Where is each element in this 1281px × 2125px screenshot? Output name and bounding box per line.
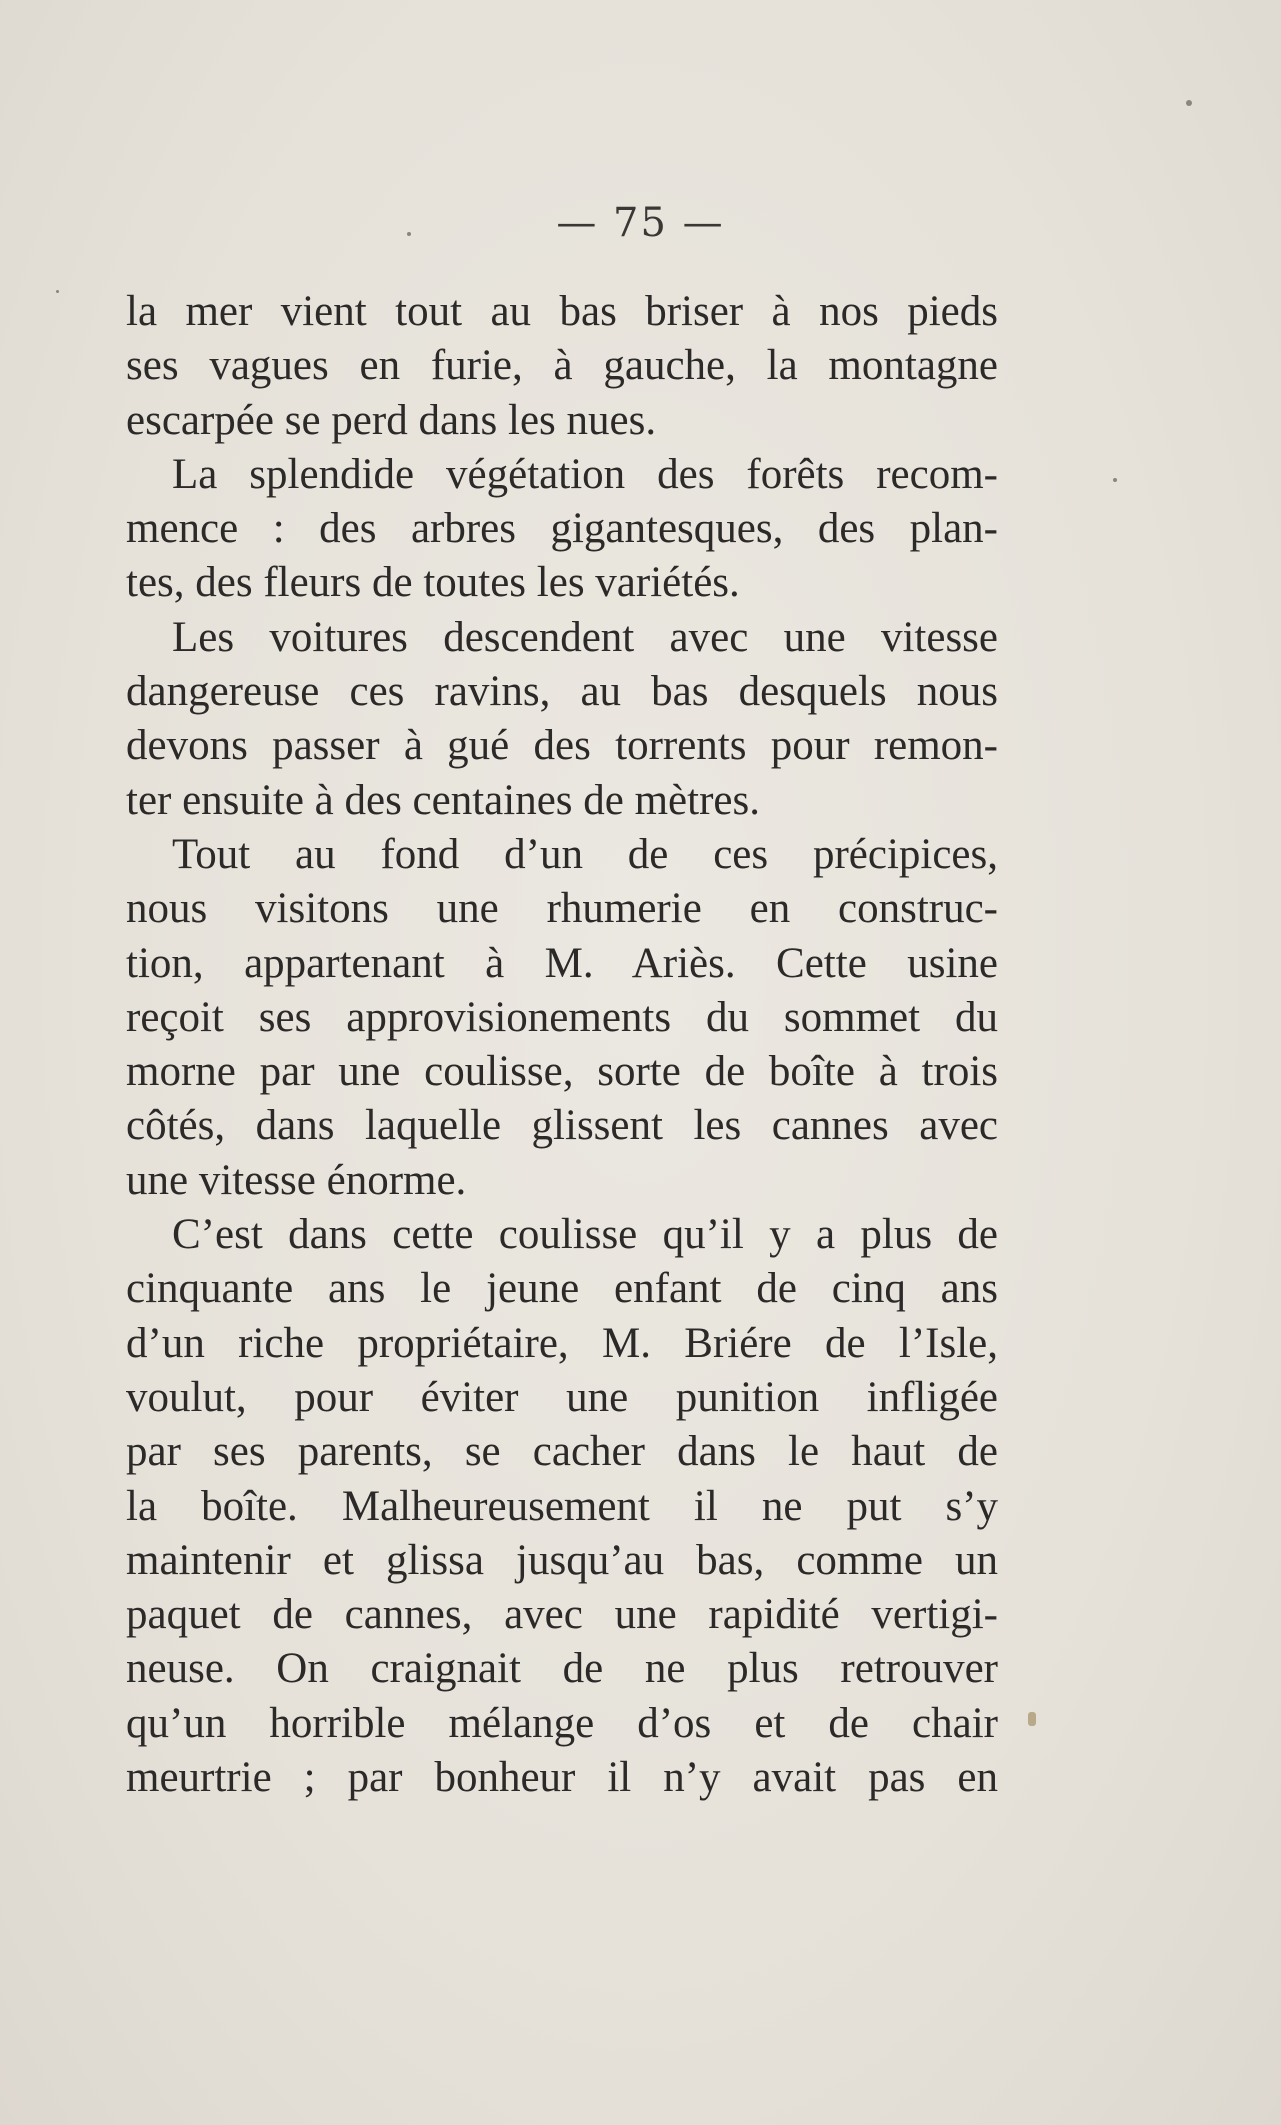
text-line: voulut, pour éviter une punition infligée <box>126 1373 998 1421</box>
text-line: paquet de cannes, avec une rapidité vertigi- <box>126 1591 998 1639</box>
text-line: reçoit ses approvisionements du sommet du <box>126 993 998 1041</box>
text-line: d’un riche propriétaire, M. Briére de l’Isle, <box>126 1319 998 1367</box>
text-line: une vitesse énorme. <box>126 1156 467 1204</box>
text-line: mence : des arbres gigantesques, des plan- <box>126 505 998 553</box>
text-line: La splendide végétation des forêts recom- <box>172 450 998 498</box>
text-line: côtés, dans laquelle glissent les cannes avec <box>126 1102 998 1150</box>
ink-speck <box>56 290 59 293</box>
text-line: morne par une coulisse, sorte de boîte à trois <box>126 1048 998 1096</box>
text-line: nous visitons une rhumerie en construc- <box>126 885 998 933</box>
text-line: dangereuse ces ravins, au bas desquels nous <box>126 668 998 716</box>
text-line: escarpée se perd dans les nues. <box>126 396 657 444</box>
text-line: Les voitures descendent avec une vitesse <box>172 613 998 661</box>
text-line: ter ensuite à des centaines de mètres. <box>126 776 760 824</box>
paper-stain <box>1028 1712 1036 1726</box>
text-line: neuse. On craignait de ne plus retrouver <box>126 1645 998 1693</box>
text-line: cinquante ans le jeune enfant de cinq ans <box>126 1265 998 1313</box>
body-text <box>126 285 998 1805</box>
text-line: Tout au fond d’un de ces précipices, <box>172 830 998 878</box>
text-line: tion, appartenant à M. Ariès. Cette usine <box>126 939 998 987</box>
text-line: la mer vient tout au bas briser à nos pieds <box>126 288 998 335</box>
ink-speck <box>1186 100 1192 106</box>
page-number: — 75 — <box>556 200 725 246</box>
text-line: devons passer à gué des torrents pour remon- <box>126 722 998 770</box>
text-line: meurtrie ; par bonheur il n’y avait pas en <box>126 1754 998 1802</box>
text-line: maintenir et glissa jusqu’au bas, comme un <box>126 1536 998 1584</box>
ink-speck <box>1113 478 1117 482</box>
text-line: qu’un horrible mélange d’os et de chair <box>126 1699 998 1747</box>
text-line: par ses parents, se cacher dans le haut de <box>126 1428 998 1476</box>
text-line: la boîte. Malheureusement il ne put s’y <box>126 1482 998 1530</box>
text-line: tes, des fleurs de toutes les variétés. <box>126 559 740 607</box>
text-line: C’est dans cette coulisse qu’il y a plus de <box>172 1211 998 1259</box>
text-line: ses vagues en furie, à gauche, la montagne <box>126 342 998 390</box>
